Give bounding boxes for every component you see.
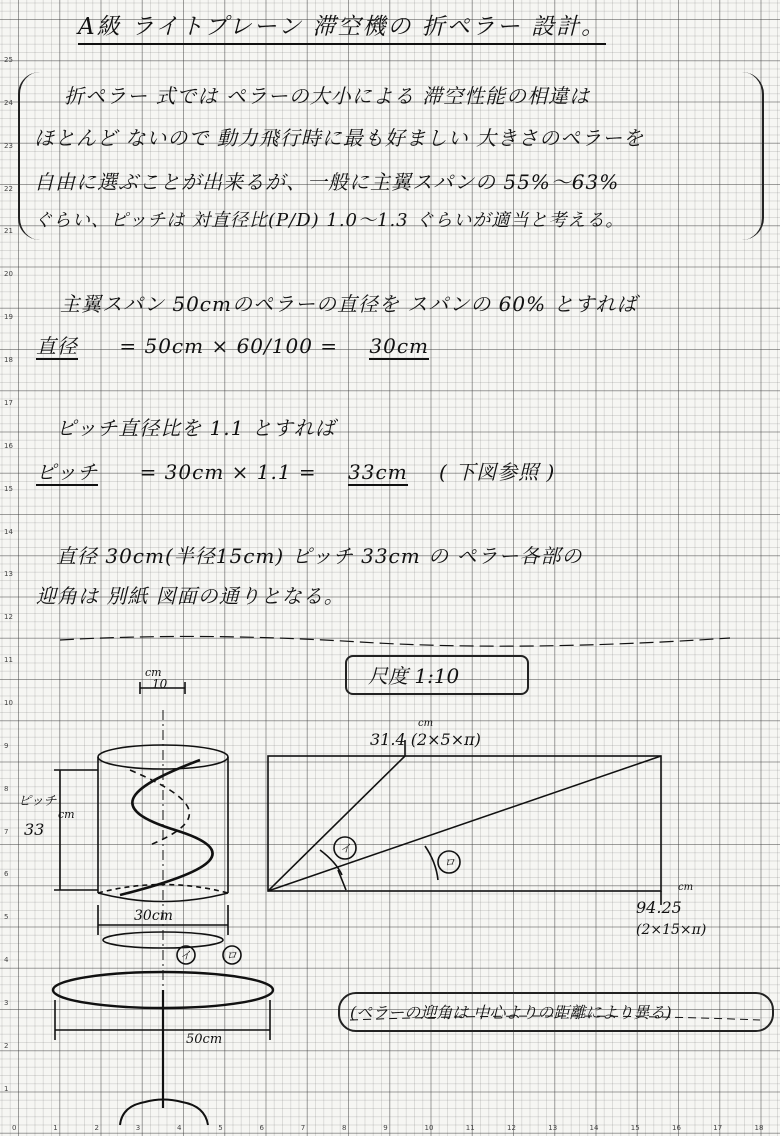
pitch-side-label: ピッチ [18, 794, 57, 809]
calc-line-3: ピッチ直径比を 1.1 とすれば [56, 416, 336, 440]
left-axis-number: 24 [4, 98, 13, 107]
left-axis-number: 23 [4, 141, 13, 150]
diameter-dim-label: 30cm [134, 908, 173, 924]
left-axis-number: 3 [4, 999, 9, 1008]
bottom-axis-number: 17 [713, 1124, 723, 1132]
bottom-axis-number: 6 [259, 1124, 264, 1132]
left-axis-number: 14 [4, 527, 13, 536]
left-axis-number: 8 [4, 784, 9, 793]
bottom-axis-number: 5 [218, 1124, 223, 1132]
helix-hidden [130, 770, 189, 845]
angle-arc-ro [425, 846, 438, 880]
bottom-axis-number: 7 [300, 1124, 306, 1132]
angle-note: (ペラーの迎角は 中心よりの距離により異る) [350, 1003, 672, 1022]
bottom-axis-number: 1 [53, 1124, 58, 1132]
left-axis-number: 12 [4, 613, 13, 622]
intro-line-3: 自由に選ぶことが出来るが、一般に主翼スパンの 55%〜63% [34, 170, 620, 194]
left-axis-number: 9 [4, 741, 9, 750]
bottom-axis-number: 15 [630, 1124, 640, 1132]
left-axis-number: 6 [4, 870, 9, 879]
left-axis-number: 1 [4, 1084, 9, 1093]
intro-line-1: 折ペラー 式では ペラーの大小による 滞空性能の相違は [64, 84, 591, 108]
calc-line-1: 主翼スパン 50cmのペラーの直径を スパンの 60% とすれば [60, 292, 638, 316]
angle-line-large-radius [268, 756, 661, 891]
pitch-equation: = 30cm × 1.1 = [139, 460, 317, 484]
left-axis-number: 2 [4, 1041, 9, 1050]
dim-top-unit: cm [145, 666, 162, 679]
bottom-axis-number: 8 [342, 1124, 347, 1132]
left-axis-number: 20 [4, 270, 13, 279]
marker-ro-label: ロ [226, 949, 237, 962]
diameter-label: 直径 [36, 334, 78, 358]
bottom-axis-number: 16 [672, 1124, 681, 1132]
page-title: A級 ライトプレーン 滞空機の 折ペラー 設計。 [78, 8, 606, 45]
intro-line-4: ぐらい、ピッチは 対直径比(P/D) 1.0〜1.3 ぐらいが適当と考える。 [34, 210, 625, 231]
bottom-axis-number: 0 [12, 1124, 17, 1132]
top-label-unit: cm [418, 718, 434, 729]
marker-ro-label-2: ロ [444, 856, 455, 869]
left-axis-number: 17 [4, 398, 13, 407]
dim-top-value: 10 [152, 677, 168, 691]
bottom-axis-number: 4 [177, 1124, 182, 1132]
calc-line-5: 直径 30cm(半径15cm) ピッチ 33cm の ペラー各部の [56, 544, 583, 568]
left-axis-number: 11 [4, 656, 13, 665]
left-axis-number: 16 [4, 441, 13, 450]
left-axis-number: 4 [4, 956, 9, 965]
right-label-unit: cm [678, 882, 694, 893]
left-axis-number: 7 [4, 827, 9, 836]
pitch-label: ピッチ [36, 460, 99, 484]
pitch-side-unit: cm [58, 808, 75, 821]
bottom-axis-number: 2 [94, 1124, 99, 1132]
marker-i-label-2: イ [340, 842, 351, 855]
angle-line-small-radius [268, 756, 405, 891]
diameter-result: 30cm [369, 334, 430, 358]
bottom-axis-number: 10 [424, 1124, 434, 1132]
helix-curve [120, 760, 213, 895]
bottom-axis-number: 14 [589, 1124, 599, 1132]
calc-line-6: 迎角は 別紙 図面の通りとなる。 [36, 584, 345, 608]
left-axis-number: 22 [4, 184, 13, 193]
separator-line [60, 636, 730, 646]
left-axis-number: 18 [4, 356, 13, 365]
left-axis-number: 15 [4, 484, 13, 493]
left-axis-number: 25 [4, 56, 13, 64]
left-axis-number: 10 [4, 699, 13, 708]
diameter-equation: = 50cm × 60/100 = [119, 334, 339, 358]
pitch-result: 33cm [348, 460, 408, 484]
marker-i-label: イ [180, 949, 191, 962]
left-axis-number: 13 [4, 570, 13, 579]
circumference-large-label: 94.25 [636, 898, 682, 917]
bottom-axis-number: 18 [754, 1124, 764, 1132]
bottom-axis-number: 3 [135, 1124, 141, 1132]
left-axis-number: 5 [4, 913, 9, 922]
left-axis-number: 19 [4, 313, 13, 322]
pitch-side-value: 33 [24, 820, 45, 839]
bottom-axis-number: 13 [548, 1124, 558, 1132]
intro-line-2: ほとんど ないので 動力飛行時に最も好ましい 大きさのペラーを [34, 126, 645, 150]
left-axis-number: 21 [4, 227, 13, 236]
span-dim-label: 50cm [186, 1032, 223, 1047]
bottom-axis-number: 9 [383, 1124, 388, 1132]
circumference-large-formula: (2×15×π) [636, 922, 707, 938]
circumference-small-label: 31.4 (2×5×π) [370, 730, 481, 749]
pitch-note: ( 下図参照 ) [439, 460, 556, 484]
scale-label: 尺度 1:10 [368, 664, 460, 688]
bottom-axis-number: 12 [507, 1124, 516, 1132]
bottom-axis-number: 11 [465, 1124, 475, 1132]
